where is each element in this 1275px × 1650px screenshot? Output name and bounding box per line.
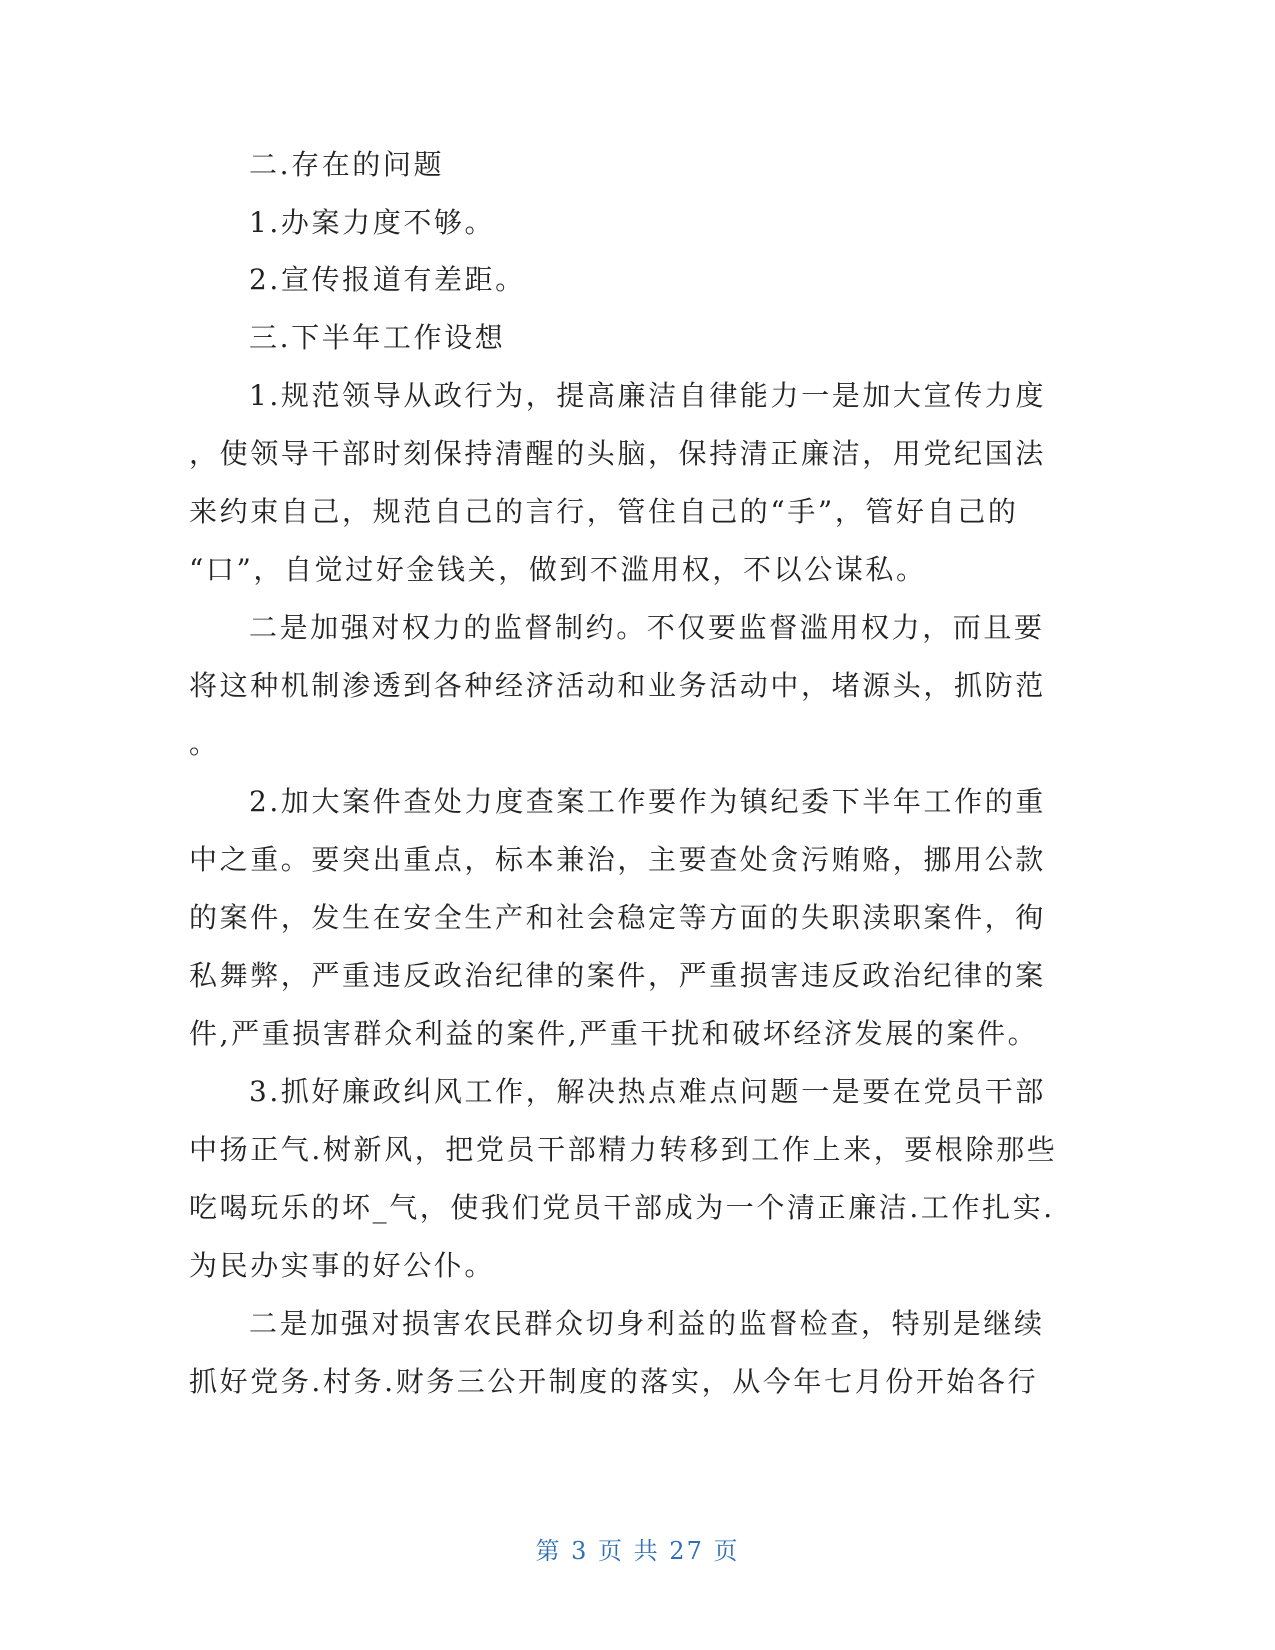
paragraph-line: 将这种机制渗透到各种经济活动和业务活动中，堵源头，抓防范 (189, 669, 1046, 702)
paragraph-line: 1.规范领导从政行为，提高廉洁自律能力一是加大宣传力度 (249, 379, 1046, 412)
section-heading-plans: 三.下半年工作设想 (249, 321, 506, 354)
paragraph-line: 二是加强对权力的监督制约。不仅要监督滥用权力，而且要 (249, 611, 1045, 644)
section-heading-problems: 二.存在的问题 (249, 148, 445, 181)
paragraph-line: “口”，自觉过好金钱关，做到不滥用权，不以公谋私。 (189, 553, 927, 586)
paragraph-line: 二是加强对损害农民群众切身利益的监督检查，特别是继续 (249, 1307, 1045, 1340)
paragraph-line: 2.加大案件查处力度查案工作要作为镇纪委下半年工作的重 (249, 785, 1046, 818)
paragraph-line: 中扬正气.树新风，把党员干部精力转移到工作上来，要根除那些 (189, 1133, 1058, 1166)
paragraph-line: 的案件，发生在安全生产和社会稳定等方面的失职渎职案件，徇 (189, 901, 1046, 934)
paragraph-line: 私舞弊，严重违反政治纪律的案件，严重损害违反政治纪律的案 (189, 959, 1046, 992)
paragraph-line: ，使领导干部时刻保持清醒的头脑，保持清正廉洁，用党纪国法 (189, 437, 1046, 470)
paragraph-line: 件,严重损害群众利益的案件,严重干扰和破坏经济发展的案件。 (189, 1017, 1039, 1050)
paragraph-line: 中之重。要突出重点，标本兼治，主要查处贪污贿赂，挪用公款 (189, 843, 1046, 876)
paragraph-line: 为民办实事的好公仆。 (189, 1249, 496, 1282)
paragraph-line: 3.抓好廉政纠风工作，解决热点难点问题一是要在党员干部 (249, 1075, 1046, 1108)
list-item: 1.办案力度不够。 (249, 206, 496, 239)
paragraph-line: 抓好党务.村务.财务三公开制度的落实，从今年七月份开始各行 (189, 1365, 1039, 1398)
page-number-footer: 第 3 页 共 27 页 (535, 1537, 740, 1565)
paragraph-line: 吃喝玩乐的坏_气，使我们党员干部成为一个清正廉洁.工作扎实. (189, 1191, 1055, 1224)
paragraph-line: 来约束自己，规范自己的言行，管住自己的“手”，管好自己的 (189, 495, 1019, 528)
list-item: 2.宣传报道有差距。 (249, 263, 526, 296)
paragraph-line: 。 (189, 727, 220, 760)
